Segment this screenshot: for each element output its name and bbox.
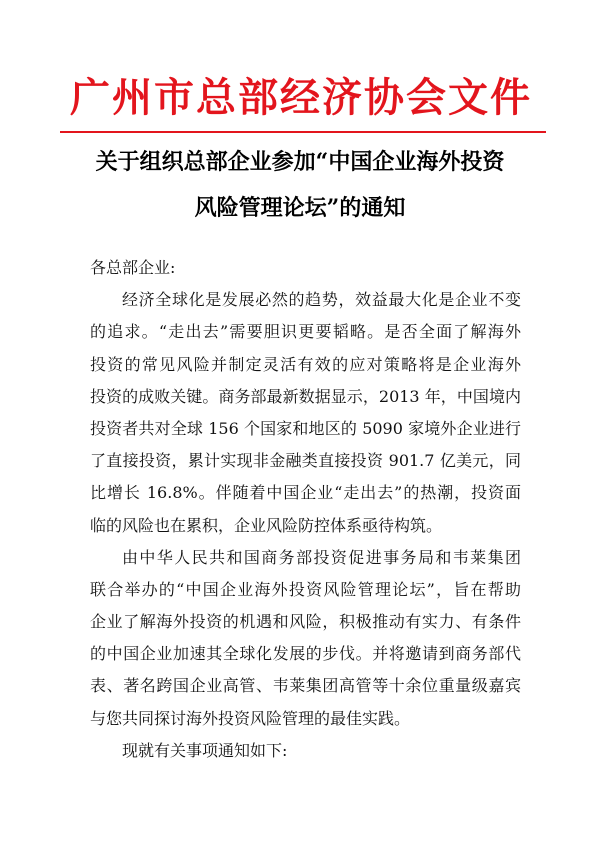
notice-title-line-1: 关于组织总部企业参加“中国企业海外投资 xyxy=(95,149,505,175)
paragraph-line: 与您共同探讨海外投资风险管理的最佳实践。 xyxy=(90,708,411,728)
salutation: 各总部企业: xyxy=(90,258,176,277)
paragraph-line: 临的风险也在累积，企业风险防控体系亟待构筑。 xyxy=(90,515,443,535)
notice-body xyxy=(90,252,521,767)
paragraph-2 xyxy=(90,542,521,735)
header-red-rule xyxy=(60,131,546,133)
paragraph-line: 投资的成败关键。商务部最新数据显示，2013 年，中国境内 xyxy=(90,386,521,406)
paragraph-line: 投资者共对全球 156 个国家和地区的 5090 家境外企业进行 xyxy=(90,418,521,438)
paragraph-line: 联合举办的“中国企业海外投资风险管理论坛”，旨在帮助 xyxy=(90,579,521,599)
paragraph-line: 表、著名跨国企业高管、韦莱集团高管等十余位重量级嘉宾 xyxy=(90,676,521,696)
paragraph-line: 经济全球化是发展必然的趋势，效益最大化是企业不变 xyxy=(122,290,521,310)
paragraph-line: 的中国企业加速其全球化发展的步伐。并将邀请到商务部代 xyxy=(90,644,521,664)
paragraph-line: 了直接投资，累计实现非金融类直接投资 901.7 亿美元，同 xyxy=(90,451,521,471)
paragraph-line: 的追求。“走出去”需要胆识更要韬略。是否全面了解海外 xyxy=(90,322,521,342)
document-header-title: 广州市总部经济协会文件 xyxy=(70,74,532,121)
paragraph-line: 企业了解海外投资的机遇和风险，积极推动有实力、有条件 xyxy=(90,612,521,632)
paragraph-line: 现就有关事项通知如下: xyxy=(122,740,288,760)
paragraph-line: 由中华人民共和国商务部投资促进事务局和韦莱集团 xyxy=(122,547,521,567)
notice-title-line-2: 风险管理论坛”的通知 xyxy=(194,195,406,221)
paragraph-3 xyxy=(90,735,521,767)
paragraph-line: 比增长 16.8%。伴随着中国企业“走出去”的热潮，投资面 xyxy=(90,483,521,503)
paragraph-1 xyxy=(90,284,521,542)
paragraph-line: 投资的常见风险并制定灵活有效的应对策略将是企业海外 xyxy=(90,354,521,374)
